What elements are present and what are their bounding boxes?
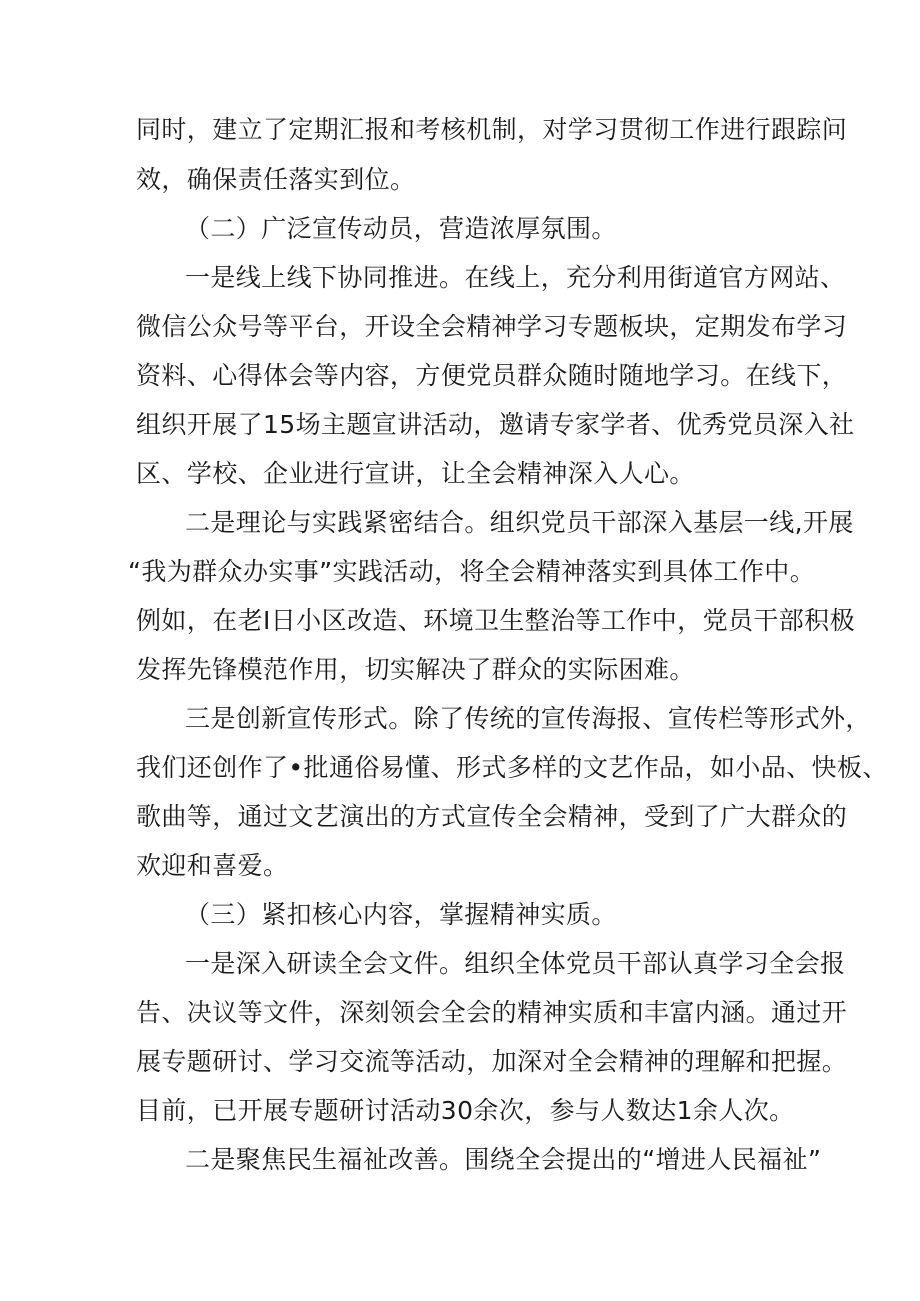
paragraph-first-line: 二是聚焦民生福祉改善。围绕全会提出的“增进人民福祉” (185, 1145, 822, 1174)
body-text-line: 目前，已开展专题研讨活动30余次，参与人数达1余人次。 (136, 1096, 795, 1125)
body-text-line: 歌曲等，通过文艺演出的方式宣传全会精神，受到了广大群众的 (136, 802, 848, 831)
paragraph-first-line: 二是理论与实践紧密结合。组织党员干部深入基层一线,开展 (185, 508, 854, 537)
paragraph-first-line: 一是深入研读全会文件。组织全体党员干部认真学习全会报 (185, 949, 846, 978)
section-heading: （二）广泛宣传动员，营造浓厚氛围。 (185, 214, 617, 243)
body-text-line: 发挥先锋模范作用，切实解决了群众的实际困难。 (136, 655, 695, 684)
body-text-line: 资料、心得体会等内容，方便党员群众随时随地学习。在线下， (136, 361, 848, 390)
body-text-line: 告、决议等文件，深刻领会全会的精神实质和丰富内涵。通过开 (136, 998, 848, 1027)
body-text-line: 区、学校、企业进行宣讲，让全会精神深入人心。 (136, 459, 695, 488)
section-heading: （三）紧扣核心内容，掌握精神实质。 (185, 900, 617, 929)
body-text-line: “我为群众办实事”实践活动，将全会精神落实到具体工作中。 (128, 557, 816, 586)
body-text-line: 组织开展了15场主题宣讲活动，邀请专家学者、优秀党员深入社 (136, 410, 855, 439)
paragraph-first-line: 三是创新宣传形式。除了传统的宣传海报、宣传栏等形式外， (185, 704, 871, 733)
paragraph-first-line: 一是线上线下协同推进。在线上，充分利用街道官方网站、 (185, 263, 846, 292)
body-text-line: 展专题研讨、学习交流等活动，加深对全会精神的理解和把握。 (136, 1047, 848, 1076)
body-text-line: 我们还创作了•批通俗易懂、形式多样的文艺作品，如小品、快板、 (136, 753, 888, 782)
body-text-line: 同时，建立了定期汇报和考核机制，对学习贯彻工作进行跟踪问 (136, 115, 848, 144)
body-text-line: 欢迎和喜爱。 (136, 851, 289, 880)
body-text-line: 效，确保责任落实到位。 (136, 165, 416, 194)
body-text-line: 微信公众号等平台，开设全会精神学习专题板块，定期发布学习 (136, 312, 848, 341)
body-text-line: 例如，在老I日小区改造、环境卫生整治等工作中，党员干部积极 (136, 606, 855, 635)
